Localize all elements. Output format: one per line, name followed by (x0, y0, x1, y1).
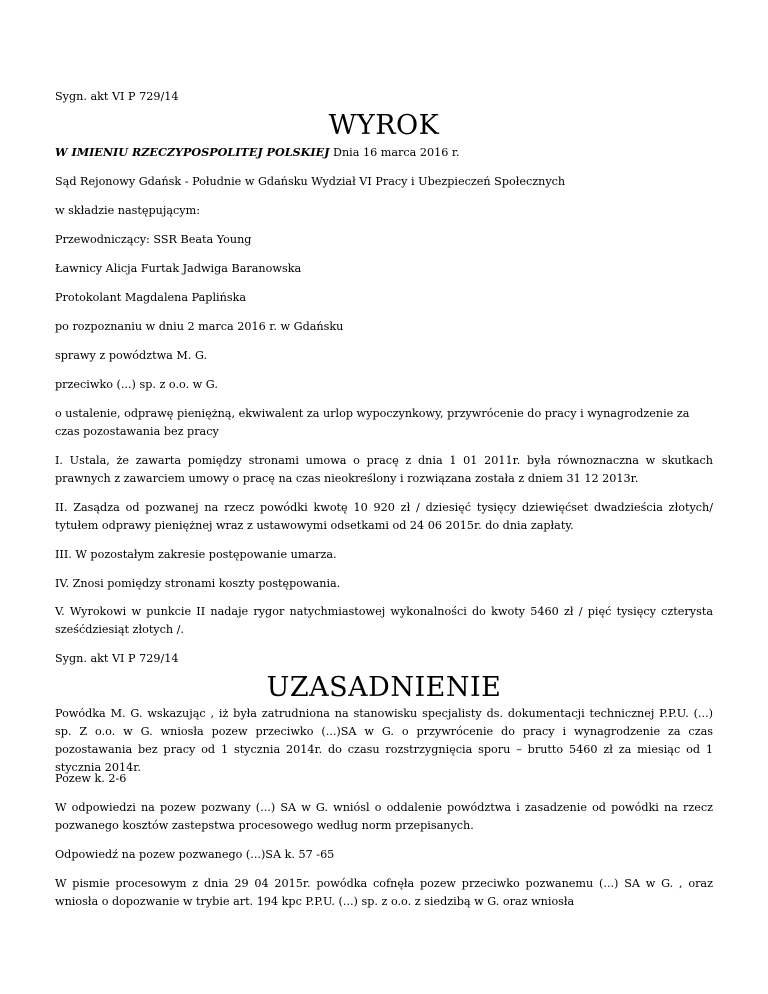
judgment-title: WYROK (328, 110, 440, 141)
defendant: przeciwko (...) sp. z o.o. w G. (55, 378, 218, 391)
presiding-judge: Przewodniczący: SSR Beata Young (55, 233, 252, 246)
justification-paragraph-2: W odpowiedzi na pozew pozwany (...) SA w G. wniósl o oddalenie powództwa i zasadzenie od powódki na rzecz pozwanego kosztów zastepstwa procesowego według norm przepisanych. (55, 801, 713, 832)
plaintiff: sprawy z powództwa M. G. (55, 349, 208, 362)
header-date: Dnia 16 marca 2016 r. (329, 146, 460, 159)
judgment-header (55, 143, 713, 162)
ruling-point-3: III. W pozostałym zakresie postępowanie umarza. (55, 548, 337, 561)
lay-judges: Ławnicy Alicja Furtak Jadwiga Baranowska (55, 262, 302, 275)
hearing-info: po rozpoznaniu w dniu 2 marca 2016 r. w Gdańsku (55, 320, 344, 333)
case-number-top: Sygn. akt VI P 729/14 (55, 90, 179, 103)
justification-title: UZASADNIENIE (266, 672, 502, 703)
court-clerk: Protokolant Magdalena Paplińska (55, 291, 247, 304)
reference-response: Odpowiedź na pozew pozwanego (...)SA k. 57 -65 (55, 848, 335, 861)
ruling-point-4: IV. Znosi pomiędzy stronami koszty postępowania. (55, 577, 341, 590)
composition-label: w składzie następującym: (55, 204, 200, 217)
case-subject: o ustalenie, odprawę pieniężną, ekwiwalent za urlop wypoczynkowy, przywrócenie do pracy i wynagrodzenie za czas pozostawania bez pracy (55, 407, 690, 438)
ruling-point-5: V. Wyrokowi w punkcie II nadaje rygor natychmiastowej wykonalności do kwoty 5460 zł / pięć tysięcy czterysta sześćdziesiąt złotych /. (55, 605, 713, 636)
ruling-point-2: II. Zasądza od pozwanej na rzecz powódki kwotę 10 920 zł / dziesięć tysięcy dziewięćset dwadzieścia złotych/ tytułem odprawy pieniężnej wraz z ustawowymi odsetkami od 24 06 2015r. do dnia zapłaty. (55, 501, 713, 532)
ruling-point-1: I. Ustala, że zawarta pomiędzy stronami umowa o pracę z dnia 1 01 2011r. była równoznaczna w skutkach prawnych z zawarciem umowy o pracę na czas nieokreślony i rozwiązana została z dniem 31 12 2013r. (55, 454, 713, 485)
header-in-name-of-republic: W IMIENIU RZECZYPOSPOLITEJ POLSKIEJ (55, 145, 330, 159)
justification-paragraph-1: Powódka M. G. wskazując , iż była zatrudniona na stanowisku specjalisty ds. dokumentacji technicznej P.P.U. (...) sp. Z o.o. w G. wniosła pozew przeciwko (...)SA w G. o przywrócenie do pracy i wynagrodzenie za czas pozostawania bez pracy od 1 stycznia 2014r. do czasu rozstrzygnięcia sporu – brutto 5460 zł za miesiąc od 1 stycznia 2014r. (55, 707, 713, 774)
case-number-bottom: Sygn. akt VI P 729/14 (55, 652, 179, 665)
reference-lawsuit: Pozew k. 2-6 (55, 772, 127, 785)
court-name: Sąd Rejonowy Gdańsk - Południe w Gdańsku Wydział VI Pracy i Ubezpieczeń Społecznych (55, 175, 566, 188)
justification-paragraph-3: W pismie procesowym z dnia 29 04 2015r. powódka cofnęła pozew przeciwko pozwanemu (...) SA w G. , oraz wniosła o dopozwanie w trybie art. 194 kpc P.P.U. (...) sp. z o.o. z siedzibą w G. oraz wniosła (55, 877, 713, 908)
